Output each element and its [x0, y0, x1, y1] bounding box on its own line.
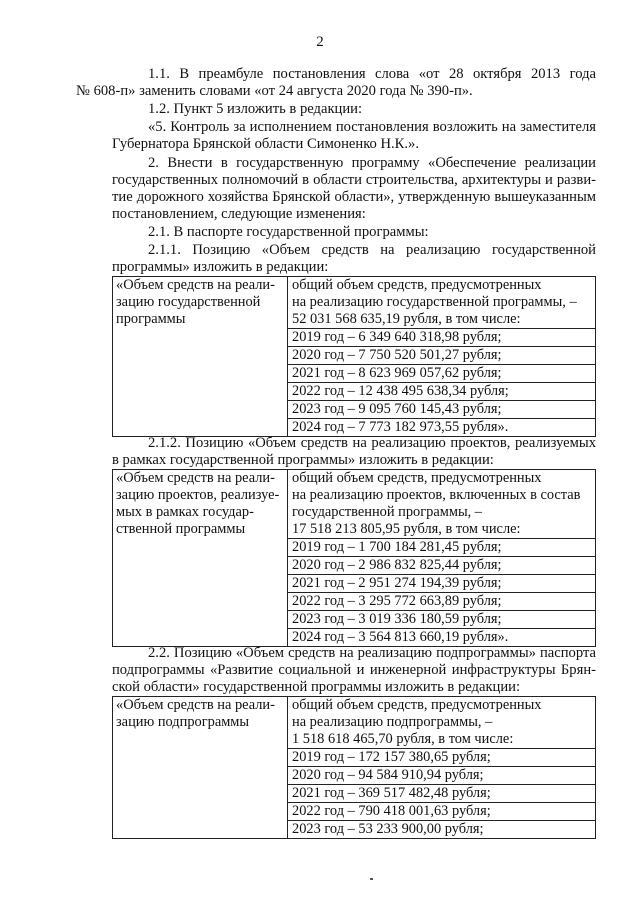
cell-line: на реализацию государственной программы, – [292, 294, 577, 310]
cell-line: «Объем средств на реали- [116, 470, 275, 486]
paragraph-line: государственных полномочий в области строительства, архитектуры и разви- [112, 172, 596, 188]
paragraph-2-1-2 [112, 435, 596, 469]
paragraph-1-2-text [112, 119, 596, 153]
paragraph-line: в рамках государственной программы» изложить в редакции: [112, 452, 494, 468]
cell-line: 2019 год – 172 157 380,65 рубля; [288, 749, 596, 767]
paragraph-1-1 [76, 66, 596, 100]
cell-line: 2023 год – 53 233 900,00 рубля; [292, 821, 484, 837]
paragraph-line: программы» изложить в редакции: [112, 259, 329, 275]
paragraph-2 [112, 155, 596, 223]
paragraph-line: 2.1.2. Позицию «Объем средств на реализацию проектов, реализуемых [148, 435, 596, 451]
cell-line: «Объем средств на реали- [116, 697, 275, 713]
paragraph-line: 2.1. В паспорте государственной программы: [148, 224, 429, 240]
cell-line: 2024 год – 7 773 182 973,55 рубля». [292, 419, 509, 435]
paragraph-line: № 608-п» заменить словами «от 24 августа 2020 года № 390-п». [76, 83, 473, 99]
paragraph-line: подпрограммы «Развитие социальной и инженерной инфраструктуры Брян- [112, 662, 596, 678]
paragraph-2-2 [112, 645, 596, 696]
cell-line: общий объем средств, предусмотренных [292, 697, 542, 713]
cell-line: 2021 год – 369 517 482,48 рубля; [288, 785, 596, 803]
cell-line: общий объем средств, предусмотренных [292, 277, 542, 293]
cell-line: 2022 год – 3 295 772 663,89 рубля; [288, 593, 596, 611]
cell-line: 2023 год – 9 095 760 145,43 рубля; [288, 401, 596, 419]
table-label-cell [113, 277, 288, 437]
cell-line: 2022 год – 12 438 495 638,34 рубля; [288, 383, 596, 401]
paragraph-line: 2. Внести в государственную программу «Обеспечение реализации [148, 155, 596, 171]
cell-line: программы [116, 311, 186, 327]
cell-line: 2020 год – 2 986 832 825,44 рубля; [288, 557, 596, 575]
paragraph-line: «5. Контроль за исполнением постановления возложить на заместителя [148, 119, 596, 135]
scan-speck [370, 878, 373, 880]
table-value-cell [288, 277, 596, 437]
table-value-cell [288, 697, 596, 839]
cell-line: 2019 год – 6 349 640 318,98 рубля; [288, 329, 596, 347]
table-subprogram-funding [112, 696, 596, 839]
paragraph-2-1 [112, 224, 596, 241]
cell-line: зацию государственной [116, 294, 261, 310]
cell-line: 17 518 213 805,95 рубля, в том числе: [288, 521, 596, 539]
table-label-cell [113, 697, 288, 839]
paragraph-line: 2.2. Позицию «Объем средств на реализацию подпрограммы» паспорта [148, 645, 596, 661]
cell-line: 2020 год – 7 750 520 501,27 рубля; [288, 347, 596, 365]
cell-line: мых в рамках государ- [116, 504, 254, 520]
cell-line: ственной программы [116, 521, 246, 537]
cell-line: зацию проектов, реализуе- [116, 487, 280, 503]
table-program-funding [112, 276, 596, 437]
cell-line: общий объем средств, предусмотренных [292, 470, 542, 486]
page-number: 2 [316, 34, 324, 50]
cell-line: 2024 год – 3 564 813 660,19 рубля». [292, 629, 509, 645]
cell-line: 2023 год – 3 019 336 180,59 рубля; [288, 611, 596, 629]
table-projects-funding [112, 469, 596, 647]
paragraph-2-1-1 [112, 242, 596, 276]
cell-line: зацию подпрограммы [116, 714, 250, 730]
paragraph-line: ской области» государственной программы изложить в редакции: [112, 679, 521, 695]
cell-line: 2021 год – 2 951 274 194,39 рубля; [288, 575, 596, 593]
cell-line: 2021 год – 8 623 969 057,62 рубля; [288, 365, 596, 383]
paragraph-line: 1.1. В преамбуле постановления слова «от 28 октября 2013 года [148, 66, 596, 82]
paragraph-1-2 [112, 101, 596, 118]
paragraph-line: 2.1.1. Позицию «Объем средств на реализацию государственной [148, 242, 596, 258]
paragraph-line: постановлением, следующие изменения: [112, 206, 366, 222]
cell-line: на реализацию проектов, включенных в состав [292, 487, 581, 503]
table-label-cell [113, 470, 288, 647]
cell-line: государственной программы, – [292, 504, 483, 520]
paragraph-line: 1.2. Пункт 5 изложить в редакции: [148, 101, 363, 117]
paragraph-line: Губернатора Брянской области Симоненко Н.К.». [112, 136, 420, 152]
cell-line: 2022 год – 790 418 001,63 рубля; [288, 803, 596, 821]
cell-line: на реализацию подпрограммы, – [292, 714, 493, 730]
cell-line: 1 518 618 465,70 рубля, в том числе: [288, 731, 596, 749]
cell-line: «Объем средств на реали- [116, 277, 275, 293]
cell-line: 2020 год – 94 584 910,94 рубля; [288, 767, 596, 785]
cell-line: 52 031 568 635,19 рубля, в том числе: [288, 311, 596, 329]
paragraph-line: тие дорожного хозяйства Брянской области», утвержденную вышеуказанным [112, 189, 596, 205]
cell-line: 2019 год – 1 700 184 281,45 рубля; [288, 539, 596, 557]
table-value-cell [288, 470, 596, 647]
